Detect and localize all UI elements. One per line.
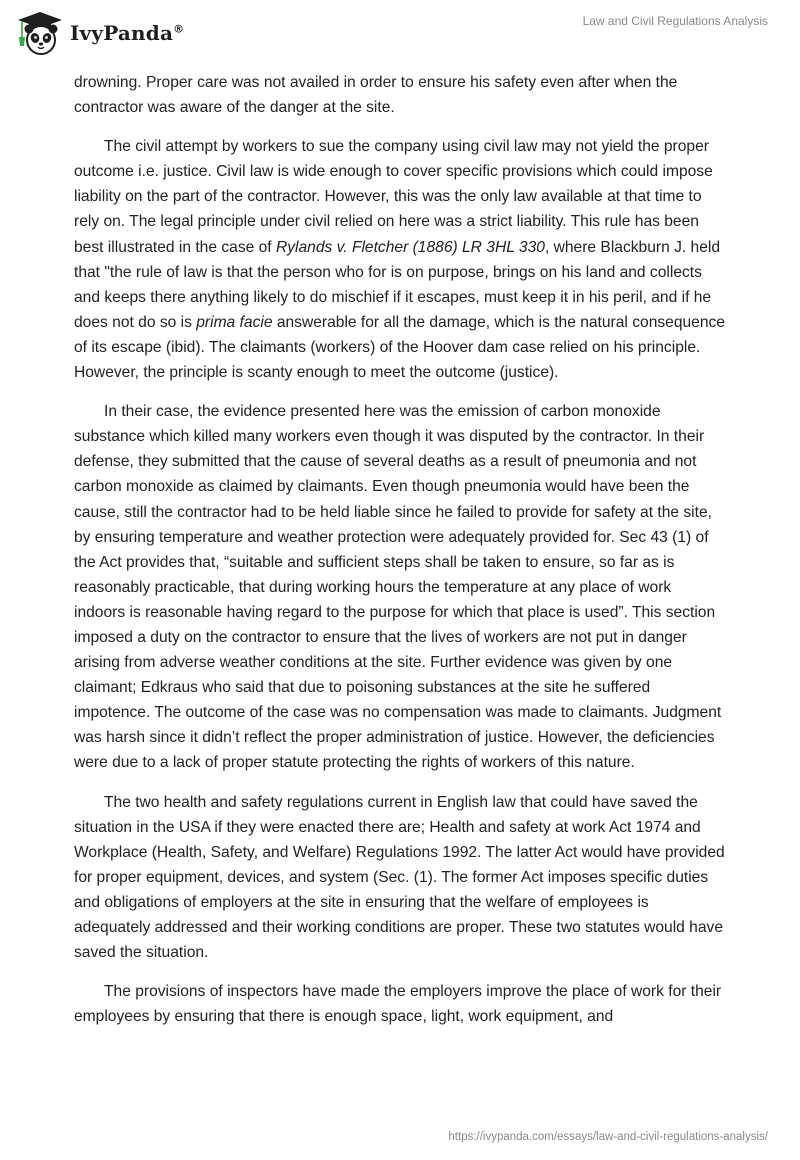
paragraph-2-part-a: The civil attempt by workers to sue the company using civil law may not yield the proper outcome i.e. justice. Civil law is wide enough to cover specific provisions which could impose liability on the part of the contractor. However, this was the only law available at that time to rely on. The legal principle under civil relied on here was a strict liability. This rule has been best illustrated in the case of (74, 138, 713, 256)
source-url-link[interactable]: https://ivypanda.com/essays/law-and-civil-regulations-analysis/ (448, 1131, 768, 1143)
paragraph-5: The provisions of inspectors have made the employers improve the place of work for their employees by ensuring that there is enough space, light, work equipment, and (74, 983, 722, 1026)
brand-name (70, 21, 184, 45)
panda-graduation-cap-icon (14, 10, 66, 56)
page-header (0, 0, 800, 70)
case-citation: Rylands v. Fletcher (1886) LR 3HL 330 (275, 238, 545, 256)
paragraph-2-part-b: , where Blackburn J. held that "the rule of law is that the person who for is on purpose, brings on his land and collects and keeps there anything likely to do mischief if it escapes, must keep it in his peril, and if he does not do so is (74, 238, 721, 331)
latin-term: prima facie (196, 313, 273, 331)
essay-body (74, 70, 726, 1043)
paragraph-3: In their case, the evidence presented here was the emission of carbon monoxide substance which killed many workers even though it was disputed by the contractor. In their defense, they submitted that the cause of several deaths as a result of pneumonia and not carbon monoxide as claimed by claimants. Even though pneumonia would have been the cause, still the contractor had to be held liable since he failed to provide for safety at the site, by ensuring temperature and weather protection were adequately provided for. Sec 43 (1) of the Act provides that, “suitable and sufficient steps shall be taken to ensure, so far as is reasonably practicable, that during working hours the temperature at any place of work indoors is reasonable having regard to the purpose for which that place is used”. This section imposed a duty on the contractor to ensure that the lives of workers are not put in danger arising from adverse weather conditions at the site. Further evidence was given by one claimant; Edkraus who said that due to poisoning substances at the site he suffered impotence. The outcome of the case was no compensation was made to claimants. Judgment was harsh since it didn’t reflect the proper administration of justice. However, the deficiencies were due to a lack of proper statute protecting the rights of workers of this nature. (74, 403, 722, 772)
brand-logo[interactable] (14, 10, 184, 56)
paragraph-1: drowning. Proper care was not availed in order to ensure his safety even after when the contractor was aware of the danger at the site. (74, 74, 678, 117)
paragraph-2 (74, 134, 726, 385)
brand-name-text: IvyPanda (70, 21, 174, 45)
document-title: Law and Civil Regulations Analysis (582, 14, 768, 28)
registered-mark: ® (173, 22, 185, 36)
paragraph-2-part-c: answerable for all the damage, which is the natural consequence of its escape (ibid). The claimants (workers) of the Hoover dam case relied on his principle. However, the principle is scanty enough to meet the outcome (justice). (74, 313, 725, 382)
paragraph-4: The two health and safety regulations current in English law that could have saved the situation in the USA if they were enacted there are; Health and safety at work Act 1974 and Workplace (Health, Safety, and Welfare) Regulations 1992. The latter Act would have provided for proper equipment, devices, and system (Sec. (1). The former Act imposes specific duties and obligations of employers at the site in ensuring that the welfare of employees is adequately addressed and their working conditions are proper. These two statutes would have saved the situation. (74, 793, 725, 962)
